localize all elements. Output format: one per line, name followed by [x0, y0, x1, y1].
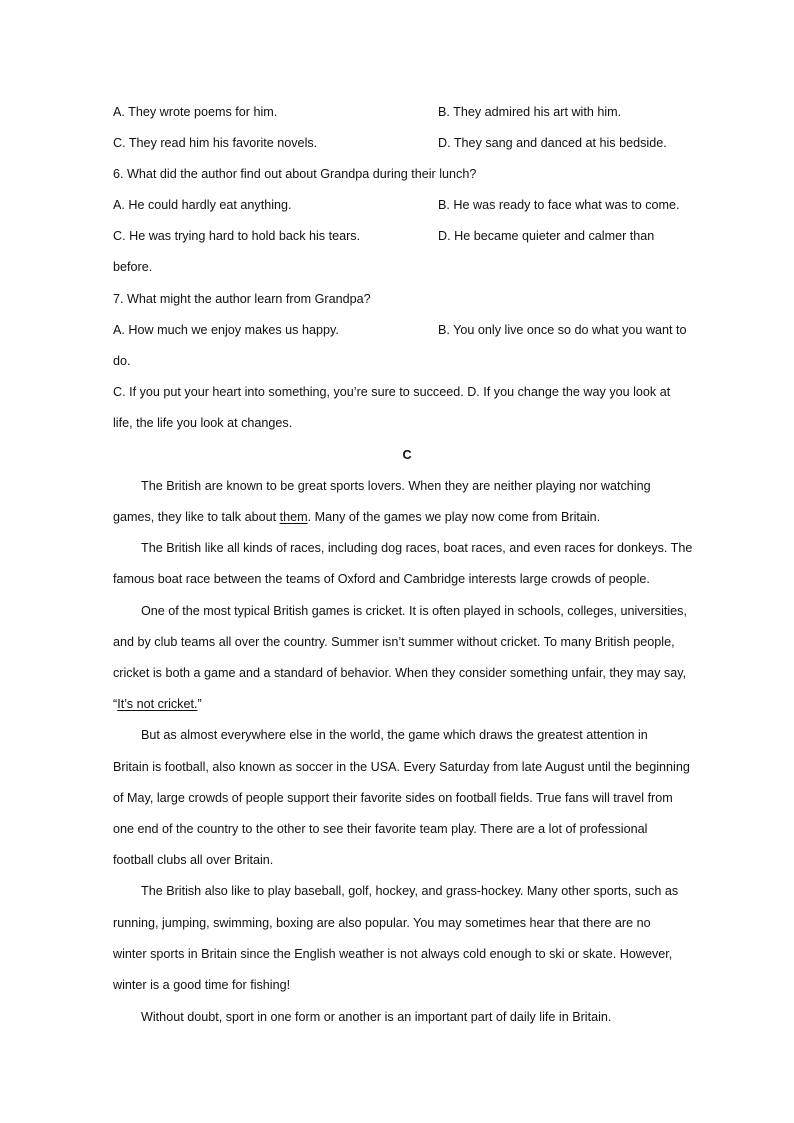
q5-option-d: D. They sang and danced at his bedside.: [438, 136, 667, 150]
paragraph-1-line-2: [113, 508, 600, 526]
open-quote: “: [113, 697, 118, 711]
q6-option-b: B. He was ready to face what was to come.: [438, 198, 680, 212]
paragraph-6-line-1: Without doubt, sport in one form or another is an important part of daily life in Britain.: [141, 1010, 612, 1024]
q7-options-c-d: C. If you put your heart into something, you’re sure to succeed. D. If you change the way you look at: [113, 385, 671, 399]
paragraph-4-line-3: of May, large crowds of people support their favorite sides on football fields. True fans will travel from: [113, 791, 673, 805]
q6-option-d: D. He became quieter and calmer than: [438, 229, 655, 243]
q7-stem: 7. What might the author learn from Grandpa?: [113, 292, 371, 306]
paragraph-3-line-3: cricket is both a game and a standard of behavior. When they consider something unfair, they may say,: [113, 666, 687, 680]
q5-option-b: B. They admired his art with him.: [438, 105, 622, 119]
q6-option-a: A. He could hardly eat anything.: [113, 198, 292, 212]
q7-option-b: B. You only live once so do what you want to: [438, 323, 687, 337]
q6-option-d-continued: before.: [113, 260, 153, 274]
paragraph-2-line-2: famous boat race between the teams of Oxford and Cambridge interests large crowds of people.: [113, 572, 650, 586]
q6-option-c: C. He was trying hard to hold back his tears.: [113, 229, 361, 243]
paragraph-3-line-1: One of the most typical British games is cricket. It is often played in schools, colleges, universities,: [141, 604, 687, 618]
paragraph-1-line-1: The British are known to be great sports lovers. When they are neither playing nor watching: [141, 479, 651, 493]
paragraph-2-line-1: The British like all kinds of races, including dog races, boat races, and even races for donkeys. The: [141, 541, 693, 555]
q7-option-b-continued: do.: [113, 354, 131, 368]
q5-option-c: C. They read him his favorite novels.: [113, 136, 318, 150]
paragraph-3-line-4: [113, 695, 202, 713]
paragraph-5-line-2: running, jumping, swimming, boxing are also popular. You may sometimes hear that there are no: [113, 916, 651, 930]
text-segment: . Many of the games we play now come from Britain.: [307, 510, 601, 524]
underlined-phrase-its-not-cricket: It’s not cricket.: [117, 697, 198, 711]
q5-option-a: A. They wrote poems for him.: [113, 105, 278, 119]
paragraph-4-line-5: football clubs all over Britain.: [113, 853, 274, 867]
passage-heading: C: [402, 448, 412, 462]
close-quote: ”: [197, 697, 202, 711]
paragraph-5-line-1: The British also like to play baseball, golf, hockey, and grass-hockey. Many other sports, such as: [141, 884, 679, 898]
paragraph-5-line-4: winter is a good time for fishing!: [113, 978, 291, 992]
paragraph-4-line-4: one end of the country to the other to see their favorite team play. There are a lot of professional: [113, 822, 648, 836]
paragraph-3-line-2: and by club teams all over the country. Summer isn’t summer without cricket. To many British people,: [113, 635, 675, 649]
q7-option-d-continued: life, the life you look at changes.: [113, 416, 293, 430]
paragraph-4-line-1: But as almost everywhere else in the world, the game which draws the greatest attention in: [141, 728, 648, 742]
q7-option-a: A. How much we enjoy makes us happy.: [113, 323, 339, 337]
underlined-word-them: them: [279, 510, 308, 524]
paragraph-5-line-3: winter sports in Britain since the English weather is not always cold enough to ski or skate. However,: [113, 947, 673, 961]
q6-stem: 6. What did the author find out about Grandpa during their lunch?: [113, 167, 477, 181]
text-segment: games, they like to talk about: [113, 510, 280, 524]
paragraph-4-line-2: Britain is football, also known as soccer in the USA. Every Saturday from late August until the beginning: [113, 760, 690, 774]
